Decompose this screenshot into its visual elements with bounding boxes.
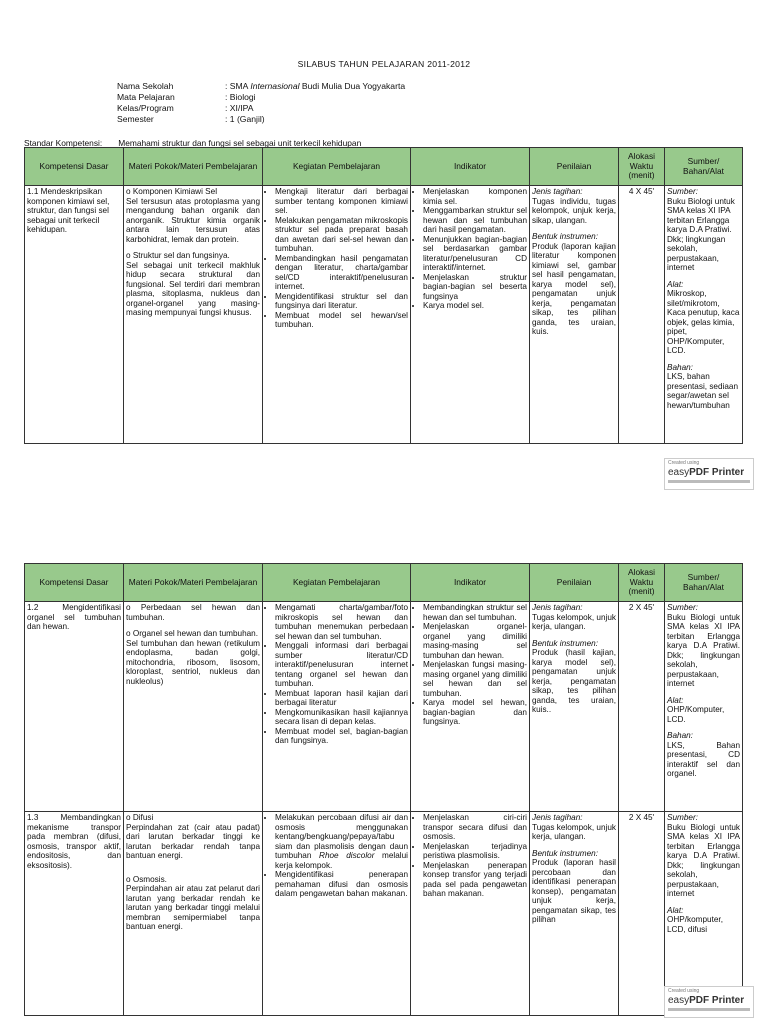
- col-header-kegiatan: Kegiatan Pembelajaran: [263, 564, 411, 602]
- cell-materi: o Komponen Kimiawi Sel Sel tersusun atas protoplasma yang mengandung bahan organik dan anorganik. Struktur kimia organik antara lain tersusun atas karbohidrat, lemak dan protein. o Struktur sel dan fungsinya. Sel sebagai unit terkecil makhluk hidup secara struktural dan fungsional. Sel terdiri dari membran plasma, sitoplasma, nukleus dan organel-organel yang masing-masing mempunyai fungsi khusus.: [124, 186, 263, 444]
- meta-semester: [117, 115, 405, 126]
- meta-value: : 1 (Ganjil): [225, 114, 265, 124]
- cell-kegiatan: • Mengkaji literatur dari berbagai sumber tentang komponen kimiawi sel. • Melakukan pengamatan mikroskopis struktur sel pada preparat basah dan awetan dari sel-sel hewan dan tumbuhan. • Membandingkan hasil pengamatan dengan literatur, charta/gambar sel/CD interaktif/penelusuran internet. • Mengidentifikasi struktur sel dan fungsinya dari literatur. • Membuat model sel hewan/sel tumbuhan.: [263, 186, 411, 444]
- col-header-kd: Kompetensi Dasar: [25, 564, 124, 602]
- cell-alokasi: 2 X 45': [619, 812, 665, 1016]
- cell-sumber: Sumber: Buku Biologi untuk SMA kelas XI IPA terbitan Erlangga karya D.A Pratiwi. Dkk; lingkungan sekolah, perpustakaan, internet Alat: OHP/komputer, LCD, difusi: [665, 812, 743, 1016]
- cell-kd: 1.1 Mendeskripsikan komponen kimiawi sel, struktur, dan fungsi sel sebagai unit terkecil kehidupan.: [25, 186, 124, 444]
- cell-kegiatan: • Mengamati charta/gambar/foto mikroskopis sel hewan dan tumbuhan menemukan perbedaan sel hewan dan sel tumbuhan. • Menggali informasi dari berbagai sumber literatur/CD interaktif/penelusuran internet tentang organel sel hewan dan tumbuhan. • Membuat laporan hasil kajian dari berbagai literatur • Mengkomunikasikan hasil kajiannya secara lisan di depan kelas. • Membuat model sel, bagian-bagian dan fungsinya.: [263, 602, 411, 812]
- meta-label: Semester: [117, 114, 154, 124]
- table-row: [25, 186, 743, 444]
- standar-label: Standar Kompetensi:: [24, 138, 103, 148]
- cell-materi: o Difusi Perpindahan zat (cair atau padat) dari larutan berkadar tinggi ke larutan berkadar rendah tanpa bantuan energi. o Osmosis. Perpindahan air atau zat pelarut dari larutan yang berkadar rendah ke larutan yang berkadar tinggi melalui membran semipermiabel tanpa bantuan energi.: [124, 812, 263, 1016]
- col-header-kegiatan: Kegiatan Pembelajaran: [263, 148, 411, 186]
- pdf-watermark: Created using easyPDF Printer: [664, 986, 754, 1018]
- cell-sumber: Sumber: Buku Biologi untuk SMA kelas XI IPA terbitan Erlangga karya D.A Pratiwi. Dkk; lingkungan sekolah, perpustakaan, internet Alat: OHP/Komputer, LCD. Bahan: LKS, Bahan presentasi, CD interaktif sel dan organel.: [665, 602, 743, 812]
- school-meta: [117, 82, 405, 126]
- syllabus-table-2: [24, 563, 743, 1016]
- cell-alokasi: 2 X 45': [619, 602, 665, 812]
- meta-label: Kelas/Program: [117, 103, 174, 113]
- syllabus-table-1: [24, 147, 743, 444]
- document-title: SILABUS TAHUN PELAJARAN 2011-2012: [297, 59, 471, 69]
- col-header-alokasi: Alokasi Waktu (menit): [619, 564, 665, 602]
- cell-indikator: • Menjelaskan ciri-ciri transpor secara difusi dan osmosis. • Menjelaskan terjadinya peristiwa plasmolisis. • Menjelaskan penerapan konsep transfor yang terjadi pada sel pada pengawetan bahan makanan.: [411, 812, 530, 1016]
- meta-label: Nama Sekolah: [117, 81, 174, 91]
- standar-value: Memahami struktur dan fungsi sel sebagai unit terkecil kehidupan: [118, 138, 362, 148]
- cell-penilaian: Jenis tagihan: Tugas kelompok, unjuk kerja, ulangan. Bentuk instrumen: Produk (hasil kajian, karya model sel), pengamatan unjuk kerja, pengamatan sikap, tes pilihan ganda, tes uraian, kuis..: [530, 602, 619, 812]
- table-header-row: [25, 148, 743, 186]
- cell-indikator: • Membandingkan struktur sel hewan dan sel tumbuhan. • Menjelaskan organel-organel yang dimiliki masing-masing sel tumbuhan dan hewan. • Menjelaskan fungsi masing-masing organel yang dimiliki sel hewan dan sel tumbuhan. • Karya model sel hewan, bagian-bagian dan fungsinya.: [411, 602, 530, 812]
- pdf-watermark: Created using easyPDF Printer: [664, 458, 754, 490]
- cell-alokasi: 4 X 45': [619, 186, 665, 444]
- cell-kegiatan: • Melakukan percobaan difusi air dan osmosis menggunakan kentang/bengkuang/pepaya/tabu siam dan plasmolisis dengan daun tumbuhan Rhoe discolor melalui kerja kelompok. • Mengidentifikasi penerapan pemahaman difusi dan osmosis dalam pengawetan bahan makanan.: [263, 812, 411, 1016]
- table-header-row: [25, 564, 743, 602]
- table-row: [25, 602, 743, 812]
- cell-kd: 1.3 Membandingkan mekanisme transpor pada membran (difusi, osmosis, transpor aktif, endositosis, dan eksositosis).: [25, 812, 124, 1016]
- col-header-materi: Materi Pokok/Materi Pembelajaran: [124, 148, 263, 186]
- cell-penilaian: Jenis tagihan: Tugas kelompok, unjuk kerja, ulangan. Bentuk instrumen: Produk (laporan hasil percobaan dan identifikasi penerapan konsep), pengamatan unjuk kerja, pengamatan sikap, tes pilihan: [530, 812, 619, 1016]
- col-header-sumber: Sumber/ Bahan/Alat: [665, 148, 743, 186]
- cell-penilaian: Jenis tagihan: Tugas individu, tugas kelompok, unjuk kerja, sikap, ulangan. Bentuk instrumen: Produk (laporan kajian literatur komponen kimiawi sel, gambar sel hasil pengamatan, karya model sel), pengamatan unjuk kerja, pengamatan sikap, tes pilihan ganda, tes uraian, kuis.: [530, 186, 619, 444]
- col-header-indikator: Indikator: [411, 148, 530, 186]
- cell-materi: o Perbedaan sel hewan dan tumbuhan. o Organel sel hewan dan tumbuhan. Sel tumbuhan dan hewan (retikulum endoplasma, badan golgi, mitochondria, ribosom, lisosom, kloroplast, sentriol, nukleus dan nukleolus): [124, 602, 263, 812]
- col-header-penilaian: Penilaian: [530, 148, 619, 186]
- col-header-indikator: Indikator: [411, 564, 530, 602]
- meta-value: : SMA Internasional Budi Mulia Dua Yogyakarta: [225, 81, 406, 91]
- meta-value: : Biologi: [225, 92, 256, 102]
- meta-label: Mata Pelajaran: [117, 92, 175, 102]
- col-header-penilaian: Penilaian: [530, 564, 619, 602]
- cell-sumber: Sumber: Buku Biologi untuk SMA kelas XI IPA terbitan Erlangga karya D.A Pratiwi. Dkk; lingkungan sekolah, perpustakaan, internet Alat: Mikroskop, silet/mikrotom, Kaca penutup, kaca objek, gelas kimia, pipet, OHP/Komputer, LCD. Bahan: LKS, bahan presentasi, sediaan segar/awetan sel hewan/tumbuhan: [665, 186, 743, 444]
- meta-value: : XI/IPA: [225, 103, 254, 113]
- table-row: [25, 812, 743, 1016]
- col-header-kd: Kompetensi Dasar: [25, 148, 124, 186]
- col-header-sumber: Sumber/ Bahan/Alat: [665, 564, 743, 602]
- cell-kd: 1.2 Mengidentifikasi organel sel tumbuhan dan hewan.: [25, 602, 124, 812]
- col-header-materi: Materi Pokok/Materi Pembelajaran: [124, 564, 263, 602]
- col-header-alokasi: Alokasi Waktu (menit): [619, 148, 665, 186]
- cell-indikator: • Menjelaskan komponen kimia sel. • Menggambarkan struktur sel hewan dan sel tumbuhan dari hasil pengamatan. • Menunjukkan bagian-bagian sel berdasarkan gambar literatur/penelusuran CD interaktif/internet. • Menjelaskan struktur bagian-bagian sel beserta fungsinya • Karya model sel.: [411, 186, 530, 444]
